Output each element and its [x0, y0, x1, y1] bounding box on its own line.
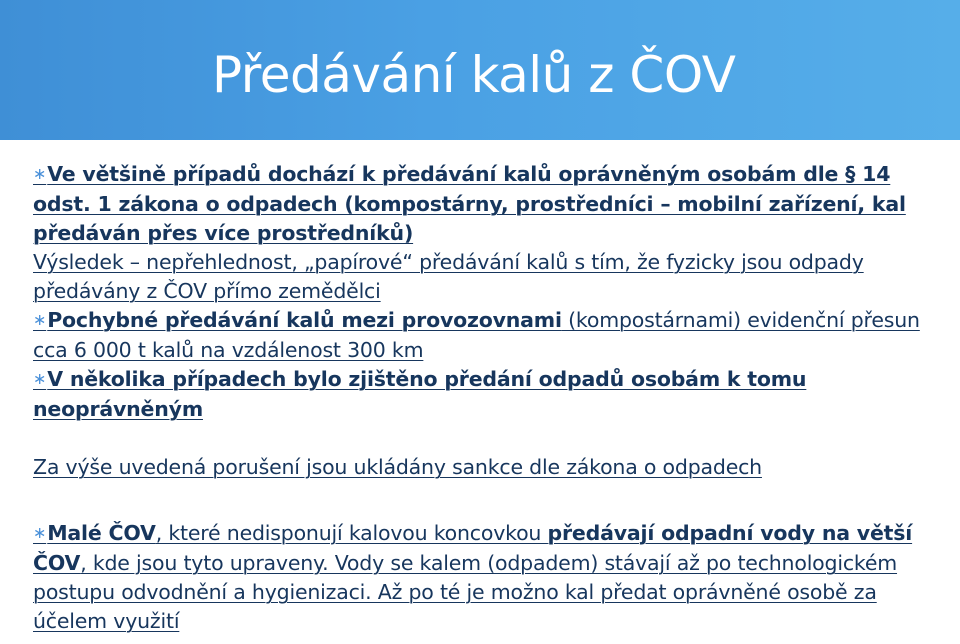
paragraph-text: Ve většině případů dochází k předávání kalů oprávněným osobám dle § 14 odst. 1 zákona o odpadech (kompostárny, prostředníci – mobilní zařízení, kal předáván přes více prostředníků) — [33, 162, 906, 245]
paragraph-questionable-transfer — [33, 306, 933, 365]
paragraph-text: V několika případech bylo zjištěno předání odpadů osobám k tomu neoprávněným — [33, 367, 807, 421]
bullet-icon: ∗ — [33, 523, 47, 542]
paragraph-sanctions — [33, 453, 933, 482]
paragraph-text: , které nedisponují kalovou koncovkou — [155, 521, 548, 545]
slide-title: Předávání kalů z ČOV — [212, 46, 736, 104]
paragraph-bold-text: předávají odpadní vody na větší ČOV — [33, 521, 913, 575]
spacer — [33, 482, 933, 519]
paragraph-text: (kompostárnami) evidenční přesun cca 6 000 t kalů na vzdálenost 300 km — [33, 308, 920, 362]
paragraph-small-wwtp — [33, 519, 933, 636]
paragraph-bold-text: Malé ČOV — [47, 521, 156, 545]
paragraph-text: Za výše uvedená porušení jsou ukládány sankce dle zákona o odpadech — [33, 455, 762, 479]
paragraph-unauthorized — [33, 365, 933, 424]
bullet-icon: ∗ — [33, 164, 47, 183]
paragraph-sludge-transfer — [33, 160, 933, 248]
slide-body — [33, 160, 933, 636]
bullet-icon: ∗ — [33, 310, 47, 329]
spacer — [33, 424, 933, 453]
paragraph-result — [33, 248, 933, 306]
bullet-icon: ∗ — [33, 369, 47, 388]
paragraph-bold-text: Pochybné předávání kalů mezi provozovnami — [47, 308, 562, 332]
paragraph-text: , kde jsou tyto upraveny. Vody se kalem (odpadem) stávají až po technologickém postupu odvodnění a hygienizaci. Až po té je možno kal předat oprávněné osobě za účelem využití — [33, 551, 898, 633]
paragraph-text: Výsledek – nepřehlednost, „papírové“ předávání kalů s tím, že fyzicky jsou odpady předávány z ČOV přímo zemědělci — [33, 250, 864, 303]
